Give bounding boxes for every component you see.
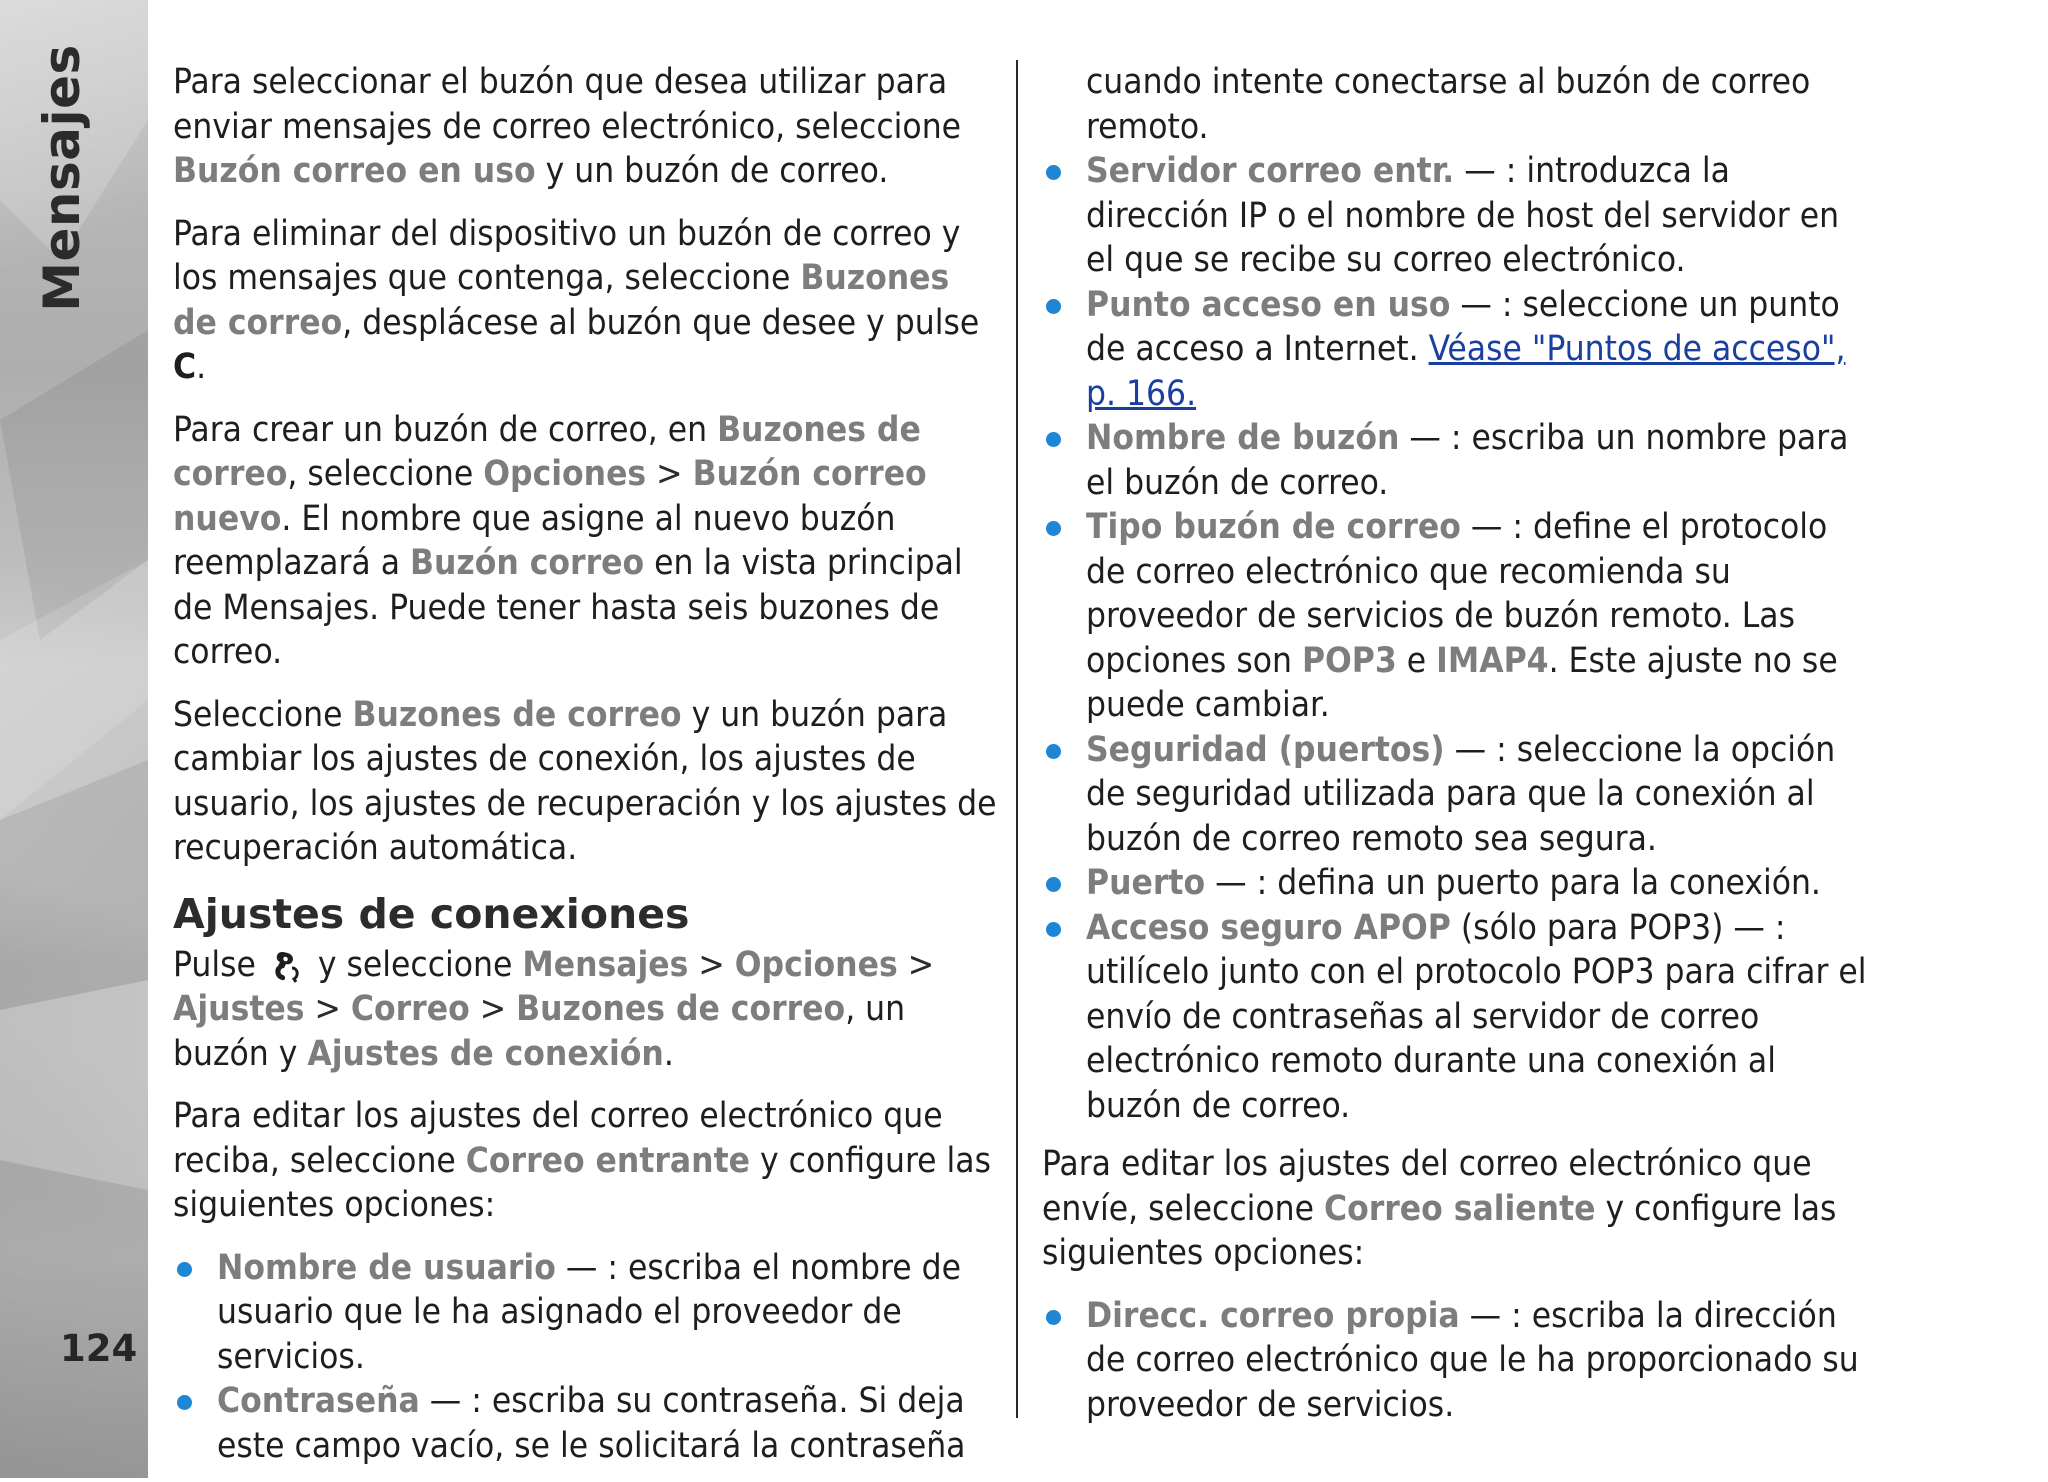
list-item: Tipo buzón de correo — : define el protocolo de correo electrónico que recomienda su proveedor de servicios de buzón remoto. Las opciones son POP3 e IMAP4. Este ajuste no se puede cambiar. [1042,505,1872,728]
paragraph: Para editar los ajustes del correo electrónico que envíe, seleccione Correo saliente y configure las siguientes opciones: [1042,1144,1837,1273]
continued-text: cuando intente conectarse al buzón de correo remoto. [1086,62,1811,147]
list-item: Nombre de usuario — : escriba el nombre de usuario que le ha asignado el proveedor de servicios. [173,1246,1003,1380]
bullet-icon [1046,1310,1061,1325]
bullet-icon [177,1395,192,1410]
menu-term: Buzones de correo [173,258,950,343]
menu-term: Buzón correo en uso [173,151,536,191]
section-heading: Ajustes de conexiones [173,889,690,938]
bullet-icon [1046,922,1061,937]
bullet-icon [1046,299,1061,314]
bullet-icon [177,1262,192,1277]
list-item: Contraseña — : escriba su contraseña. Si deja este campo vacío, se le solicitará la contraseña [173,1379,1003,1468]
paragraph: Seleccione Buzones de correo y un buzón para cambiar los ajustes de conexión, los ajustes de usuario, los ajustes de recuperación y los ajustes de recuperación automática. [173,694,997,868]
page-number: 124 [60,1327,138,1370]
paragraph: Para editar los ajustes del correo electrónico que reciba, seleccione Correo entrante y configure las siguientes opciones: [173,1096,991,1225]
left-column [173,60,1003,1482]
key-label: C [173,347,197,387]
list-item: Punto acceso en uso — : seleccione un punto de acceso a Internet. Véase "Puntos de acceso", p. 166. [1042,283,1872,417]
bullet-icon [1046,877,1061,892]
list-item: Direcc. correo propia — : escriba la dirección de correo electrónico que le ha proporcionado su proveedor de servicios. [1042,1294,1872,1428]
bullet-icon [1046,521,1061,536]
bullet-icon [1046,165,1061,180]
paragraph: Para eliminar del dispositivo un buzón de correo y los mensajes que contenga, seleccione Buzones de correo, desplácese al buzón que desee y pulse C. [173,213,980,387]
list-item: Seguridad (puertos) — : seleccione la opción de seguridad utilizada para que la conexión al buzón de correo remoto sea segura. [1042,728,1872,862]
menu-key-icon [272,948,302,984]
option-list [173,1246,1003,1469]
list-item: Puerto — : defina un puerto para la conexión. [1042,861,1872,906]
list-item: Acceso seguro APOP (sólo para POP3) — : utilícelo junto con el protocolo POP3 para cifrar el envío de contraseñas al servidor de correo electrónico remoto durante una conexión al buzón de correo. [1042,906,1872,1129]
column-divider [1016,60,1018,1418]
option-list [1042,1294,1872,1428]
paragraph: Pulse y seleccione Mensajes > Opciones > Ajustes > Correo > Buzones de correo, un buzón y Ajustes de conexión. [173,944,935,1074]
sidebar-band [0,0,148,1478]
bullet-icon [1046,432,1061,447]
section-title: Mensajes [33,44,91,312]
paragraph: Para seleccionar el buzón que desea utilizar para enviar mensajes de correo electrónico, seleccione Buzón correo en uso y un buzón de correo. [173,62,962,191]
right-column [1042,60,1872,1441]
list-item: Servidor correo entr. — : introduzca la dirección IP o el nombre de host del servidor en el que se recibe su correo electrónico. [1042,149,1872,283]
list-item: Nombre de buzón — : escriba un nombre para el buzón de correo. [1042,416,1872,505]
cross-reference-link[interactable]: Véase "Puntos de acceso", p. 166. [1086,329,1846,414]
option-list [1042,149,1872,1128]
paragraph: Para crear un buzón de correo, en Buzones de correo, seleccione Opciones > Buzón correo nuevo. El nombre que asigne al nuevo buzón reemplazará a Buzón correo en la vista principal de Mensajes. Puede tener hasta seis buzones de correo. [173,409,963,672]
bullet-icon [1046,744,1061,759]
